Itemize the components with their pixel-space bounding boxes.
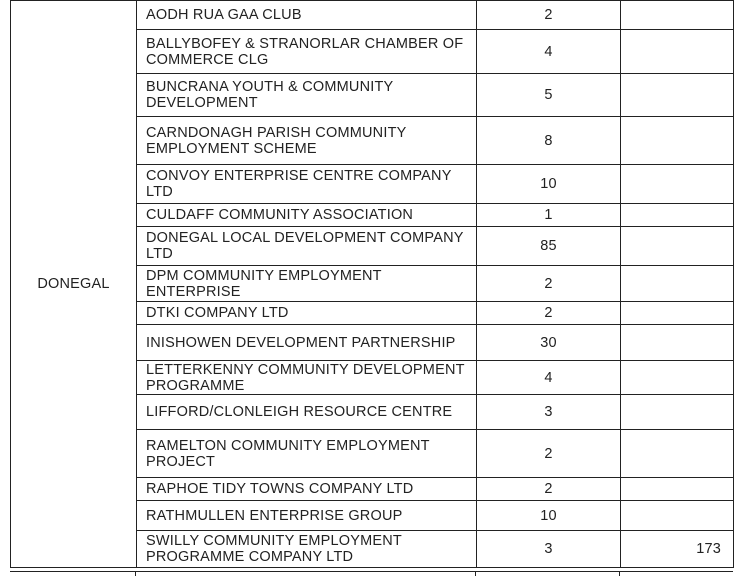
count-cell: 5	[477, 74, 621, 117]
count-cell: 4	[477, 361, 621, 395]
count-cell: 30	[477, 325, 621, 361]
organisation-cell: RATHMULLEN ENTERPRISE GROUP	[137, 501, 477, 531]
total-cell-empty	[621, 395, 734, 430]
count-cell: 2	[477, 266, 621, 302]
total-cell-empty	[621, 266, 734, 302]
count-cell: 3	[477, 531, 621, 568]
organisation-cell: AODH RUA GAA CLUB	[137, 1, 477, 30]
organisation-cell: DTKI COMPANY LTD	[137, 302, 477, 325]
total-cell-empty	[621, 302, 734, 325]
count-cell: 10	[477, 165, 621, 204]
organisation-cell: RAMELTON COMMUNITY EMPLOYMENT PROJECT	[137, 430, 477, 478]
cell-divider	[619, 572, 620, 576]
organisation-cell: INISHOWEN DEVELOPMENT PARTNERSHIP	[137, 325, 477, 361]
total-cell-empty	[621, 30, 734, 74]
organisation-cell: BALLYBOFEY & STRANORLAR CHAMBER OF COMMERCE CLG	[137, 30, 477, 74]
organisation-cell: RAPHOE TIDY TOWNS COMPANY LTD	[137, 478, 477, 501]
total-cell-empty	[621, 74, 734, 117]
organisation-cell: LIFFORD/CLONLEIGH RESOURCE CENTRE	[137, 395, 477, 430]
total-cell-empty	[621, 165, 734, 204]
next-row-edge	[10, 571, 733, 576]
county-total-cell: 173	[621, 531, 734, 568]
count-cell: 1	[477, 204, 621, 227]
count-cell: 8	[477, 117, 621, 165]
county-cell: DONEGAL	[11, 1, 137, 568]
count-cell: 4	[477, 30, 621, 74]
count-cell: 10	[477, 501, 621, 531]
total-cell-empty	[621, 117, 734, 165]
count-cell: 2	[477, 1, 621, 30]
total-cell-empty	[621, 1, 734, 30]
organisation-cell: BUNCRANA YOUTH & COMMUNITY DEVELOPMENT	[137, 74, 477, 117]
total-cell-empty	[621, 478, 734, 501]
organisation-cell: DONEGAL LOCAL DEVELOPMENT COMPANY LTD	[137, 227, 477, 266]
table-body	[11, 1, 734, 568]
total-cell-empty	[621, 501, 734, 531]
total-cell-empty	[621, 204, 734, 227]
organisation-cell: CARNDONAGH PARISH COMMUNITY EMPLOYMENT SCHEME	[137, 117, 477, 165]
count-cell: 2	[477, 430, 621, 478]
organisation-cell: CONVOY ENTERPRISE CENTRE COMPANY LTD	[137, 165, 477, 204]
count-cell: 85	[477, 227, 621, 266]
count-cell: 3	[477, 395, 621, 430]
table-row	[11, 1, 734, 30]
organisation-cell: SWILLY COMMUNITY EMPLOYMENT PROGRAMME COMPANY LTD	[137, 531, 477, 568]
total-cell-empty	[621, 227, 734, 266]
organisation-cell: DPM COMMUNITY EMPLOYMENT ENTERPRISE	[137, 266, 477, 302]
total-cell-empty	[621, 430, 734, 478]
count-cell: 2	[477, 302, 621, 325]
cell-divider	[475, 572, 476, 576]
count-cell: 2	[477, 478, 621, 501]
organisation-cell: LETTERKENNY COMMUNITY DEVELOPMENT PROGRAMME	[137, 361, 477, 395]
organisation-cell: CULDAFF COMMUNITY ASSOCIATION	[137, 204, 477, 227]
total-cell-empty	[621, 325, 734, 361]
cell-divider	[135, 572, 136, 576]
total-cell-empty	[621, 361, 734, 395]
county-organisation-table	[10, 0, 734, 568]
